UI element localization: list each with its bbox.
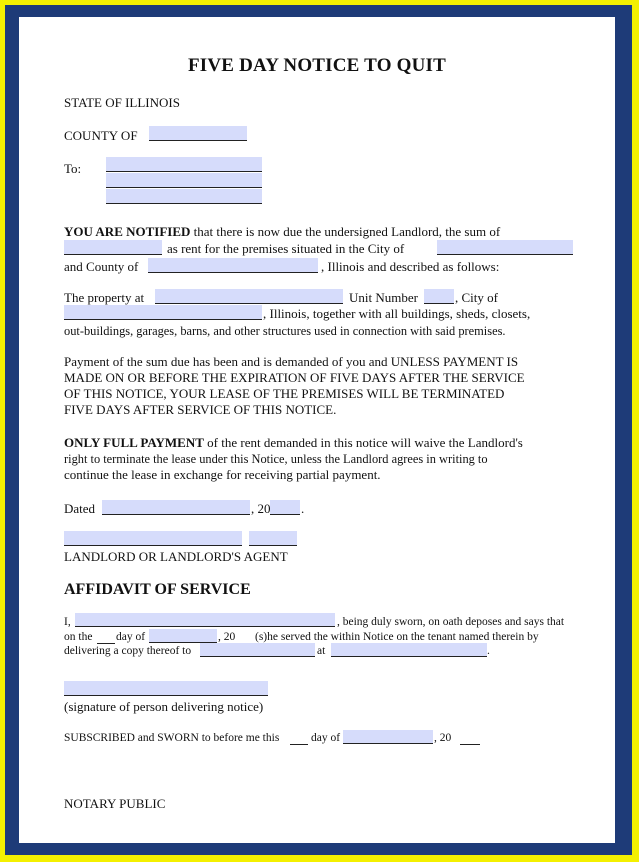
affidavit-day-field[interactable] [97, 630, 115, 644]
county-field[interactable] [149, 126, 247, 141]
state-label: STATE OF ILLINOIS [64, 95, 180, 110]
affidavit-on-the: on the [64, 631, 93, 643]
unit-number-field[interactable] [424, 289, 454, 304]
document-frame [5, 5, 632, 855]
dated-field[interactable] [102, 500, 250, 515]
notified-text-2: as rent for the premises situated in the City of [167, 241, 405, 256]
affidavit-at: at [317, 645, 326, 657]
rent-sum-field[interactable] [64, 240, 162, 255]
payment-line-4: FIVE DAYS AFTER SERVICE OF THIS NOTICE. [64, 402, 337, 417]
affidavit-served: (s)he served the within Notice on the tenant named therein by [255, 631, 539, 643]
full-payment-line-2: right to terminate the lease under this Notice, unless the Landlord agrees in writing to [64, 452, 488, 466]
dated-year-field[interactable] [270, 500, 300, 515]
delivery-signature-field[interactable] [64, 681, 268, 696]
affidavit-day-of: day of [116, 631, 146, 643]
full-payment-text-1: of the rent demanded in this notice will waive the Landlord's [207, 435, 523, 450]
dated-period: . [301, 501, 305, 516]
unit-label: Unit Number [349, 290, 418, 305]
city-field[interactable] [437, 240, 573, 255]
to-field-2[interactable] [106, 173, 262, 188]
affidavit-month-field[interactable] [149, 629, 217, 643]
county-label: COUNTY OF [64, 128, 138, 143]
notary-label: NOTARY PUBLIC [64, 796, 166, 811]
full-payment-line-3: continue the lease in exchange for receiving partial payment. [64, 467, 381, 482]
to-field-1[interactable] [106, 157, 262, 172]
subscribed-day-field[interactable] [290, 731, 308, 745]
county-name-field[interactable] [148, 258, 318, 273]
subscribed-year-field[interactable] [460, 731, 480, 745]
full-payment-bold: ONLY FULL PAYMENT [64, 435, 204, 450]
property-label: The property at [64, 290, 145, 305]
property-line-3: out-buildings, garages, barns, and other structures used in connection with said premises. [64, 324, 506, 338]
dated-year-prefix: , 20 [251, 501, 271, 516]
subscribed-year-prefix: , 20 [434, 732, 452, 744]
subscribed-day-of: day of [311, 732, 341, 744]
subscribed-month-field[interactable] [343, 730, 433, 744]
signature-caption: (signature of person delivering notice) [64, 699, 264, 714]
notified-line-1 [64, 224, 500, 240]
to-label: To: [64, 161, 82, 176]
to-field-3[interactable] [106, 189, 262, 204]
dated-label: Dated [64, 501, 96, 516]
payment-line-1: Payment of the sum due has been and is demanded of you and UNLESS PAYMENT IS [64, 354, 519, 369]
affidavit-year-prefix: , 20 [218, 631, 236, 643]
landlord-label: LANDLORD OR LANDLORD'S AGENT [64, 549, 288, 564]
notified-text-4: , Illinois and described as follows: [321, 259, 500, 274]
landlord-signature-field[interactable] [64, 531, 242, 546]
affidavit-i-label: I, [64, 616, 71, 628]
landlord-date-field[interactable] [249, 531, 297, 546]
notified-text-3: and County of [64, 259, 139, 274]
notified-bold: YOU ARE NOTIFIED [64, 224, 191, 239]
property-city-field[interactable] [64, 305, 262, 320]
affidavit-year-field[interactable] [235, 630, 253, 644]
notified-text-1: that there is now due the undersigned Landlord, the sum of [193, 224, 501, 239]
affidavit-period: . [487, 645, 490, 657]
property-city-label: , City of [455, 290, 498, 305]
property-address-field[interactable] [155, 289, 343, 304]
subscribed-text: SUBSCRIBED and SWORN to before me this [64, 732, 280, 744]
delivered-to-field[interactable] [200, 643, 315, 657]
document-title: FIVE DAY NOTICE TO QUIT [187, 55, 446, 76]
affidavit-heading: AFFIDAVIT OF SERVICE [64, 581, 251, 598]
delivered-at-field[interactable] [331, 643, 487, 657]
affiant-name-field[interactable] [75, 613, 335, 627]
affidavit-sworn: , being duly sworn, on oath deposes and says that [337, 616, 565, 628]
payment-line-2: MADE ON OR BEFORE THE EXPIRATION OF FIVE DAYS AFTER THE SERVICE [64, 370, 525, 385]
affidavit-delivering: delivering a copy thereof to [64, 645, 192, 657]
document-page [19, 17, 615, 843]
full-payment-line-1 [64, 435, 523, 451]
payment-line-3: OF THIS NOTICE, YOUR LEASE OF THE PREMISES WILL BE TERMINATED [64, 386, 505, 401]
property-line-2: , Illinois, together with all buildings, sheds, closets, [263, 306, 531, 321]
